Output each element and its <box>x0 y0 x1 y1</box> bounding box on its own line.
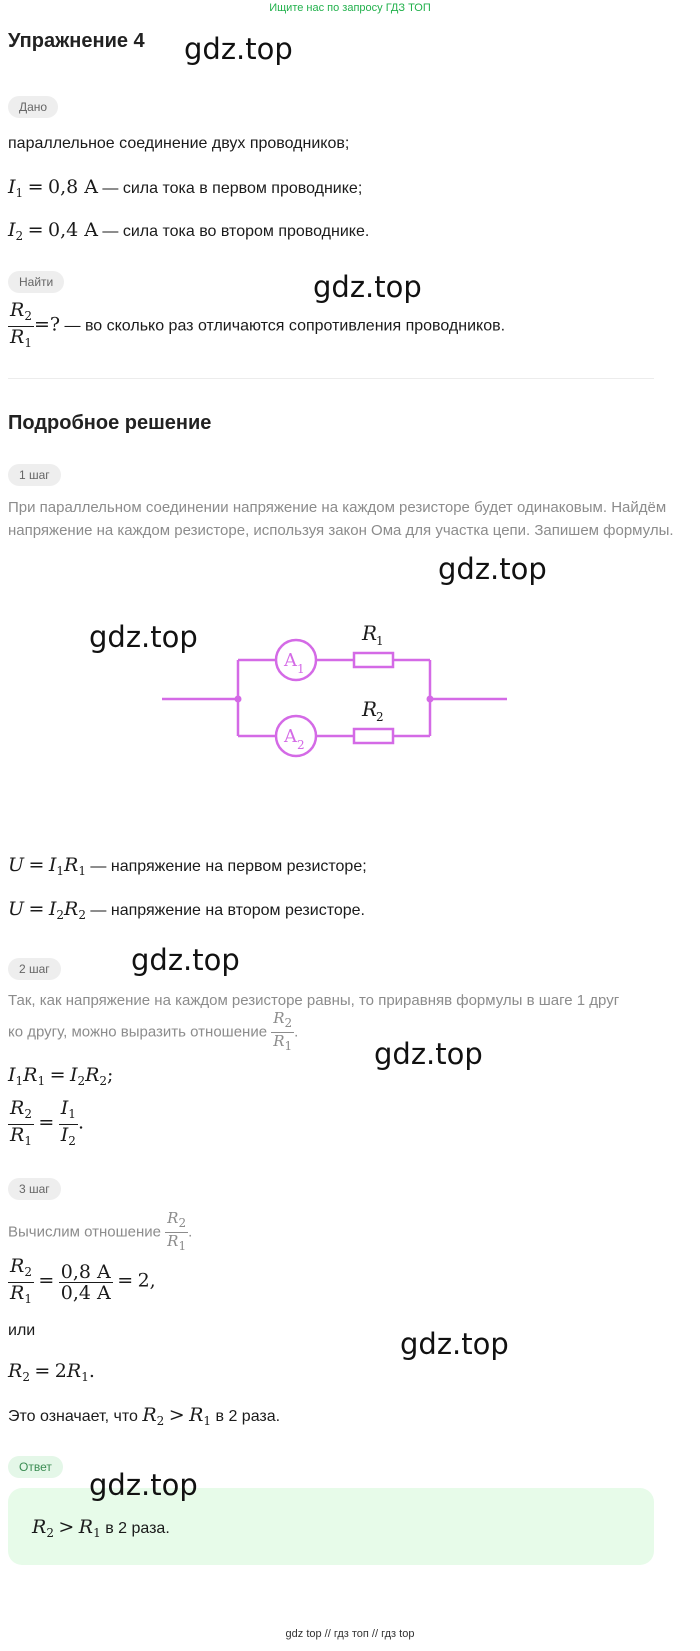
step-1-eq-2: $U = I_2R_2$ — напряжение на втором резисторе. <box>8 898 365 922</box>
svg-text:1: 1 <box>376 634 384 648</box>
resistor-2-icon <box>354 729 393 743</box>
watermark: gdz.top <box>400 1327 509 1361</box>
exercise-title: Упражнение 4 <box>8 30 145 52</box>
solution-title: Подробное решение <box>8 412 212 434</box>
watermark: gdz.top <box>89 1468 198 1502</box>
watermark: gdz.top <box>89 620 198 654</box>
section-divider <box>8 378 654 379</box>
step-3-result: $R_2 = 2R_1$. <box>8 1360 95 1384</box>
given-current-2: $I_2 = 0,4$ A — сила тока во втором проводнике. <box>8 219 370 243</box>
ratio-fraction: $\frac{R_2}{R_1}$ <box>10 299 32 350</box>
circuit-diagram <box>150 612 520 762</box>
given-label: Дано <box>8 96 58 118</box>
watermark: gdz.top <box>184 32 293 66</box>
svg-text:2: 2 <box>376 710 384 724</box>
step-2-text-line-1: Так, как напряжение на каждом резисторе равны, то приравняв формулы в шаге 1 друг <box>8 992 620 1009</box>
step-3-calculation: $\frac{R_2}{R_1}$ = $\frac{0,8 A}{0,4 A}$ = 2, <box>10 1255 156 1306</box>
step-1-eq-1: $U = I_1R_1$ — напряжение на первом резисторе; <box>8 854 367 878</box>
watermark: gdz.top <box>374 1037 483 1071</box>
step-3-conclusion: Это означает, что $R_2 > R_1$ в 2 раза. <box>8 1404 281 1428</box>
given-current-1: $I_1 = 0,8$ A — сила тока в первом проводнике; <box>8 176 363 200</box>
resistor-1-icon <box>354 653 393 667</box>
junction-left <box>235 696 242 703</box>
step-3-text: Вычислим отношение $\frac{R_2}{R_1}$ . <box>8 1209 193 1253</box>
step-2-text-line-2: ко другу, можно выразить отношение $\frac{R_2}{R_1}$ . <box>8 1009 299 1053</box>
svg-text:2: 2 <box>297 738 305 752</box>
watermark: gdz.top <box>313 270 422 304</box>
find-label: Найти <box>8 271 64 293</box>
given-line-1: параллельное соединение двух проводников; <box>8 135 350 152</box>
svg-text:A: A <box>284 726 297 747</box>
answer-label: Ответ <box>8 1456 63 1478</box>
step-1-label: 1 шаг <box>8 464 61 486</box>
watermark: gdz.top <box>131 943 240 977</box>
step-3-or: или <box>8 1322 36 1339</box>
step-2-label: 2 шаг <box>8 958 61 980</box>
svg-text:R: R <box>362 697 378 721</box>
junction-right <box>427 696 434 703</box>
watermark: gdz.top <box>438 552 547 586</box>
step-2-eq-1: $I_1R_1 = I_2R_2$; <box>8 1064 114 1088</box>
answer-text: $R_2 > R_1$ в 2 раза. <box>32 1516 170 1540</box>
ratio-fraction: $\frac{R_2}{R_1}$ <box>167 1209 187 1253</box>
ratio-fraction: $\frac{R_2}{R_1}$ <box>273 1009 293 1053</box>
footer-links[interactable]: gdz top // гдз топ // гдз top <box>285 1628 415 1640</box>
step-1-text: При параллельном соединении напряжение на каждом резисторе будет одинаковым. Найдём напряжение на каждом резисторе, используя закон Ома для участка цепи. Запишем формулы. <box>8 499 674 539</box>
step-2-eq-2: $\frac{R_2}{R_1}$ = $\frac{I_1}{I_2}$ . <box>10 1097 84 1148</box>
search-banner[interactable]: Ищите нас по запросу ГДЗ ТОП <box>269 2 431 14</box>
svg-text:A: A <box>284 650 297 671</box>
svg-text:R: R <box>362 621 378 645</box>
find-ratio: $\frac{R_2}{R_1}$ =? — во сколько раз отличаются сопротивления проводников. <box>8 300 505 353</box>
svg-text:1: 1 <box>297 662 305 676</box>
step-3-label: 3 шаг <box>8 1178 61 1200</box>
